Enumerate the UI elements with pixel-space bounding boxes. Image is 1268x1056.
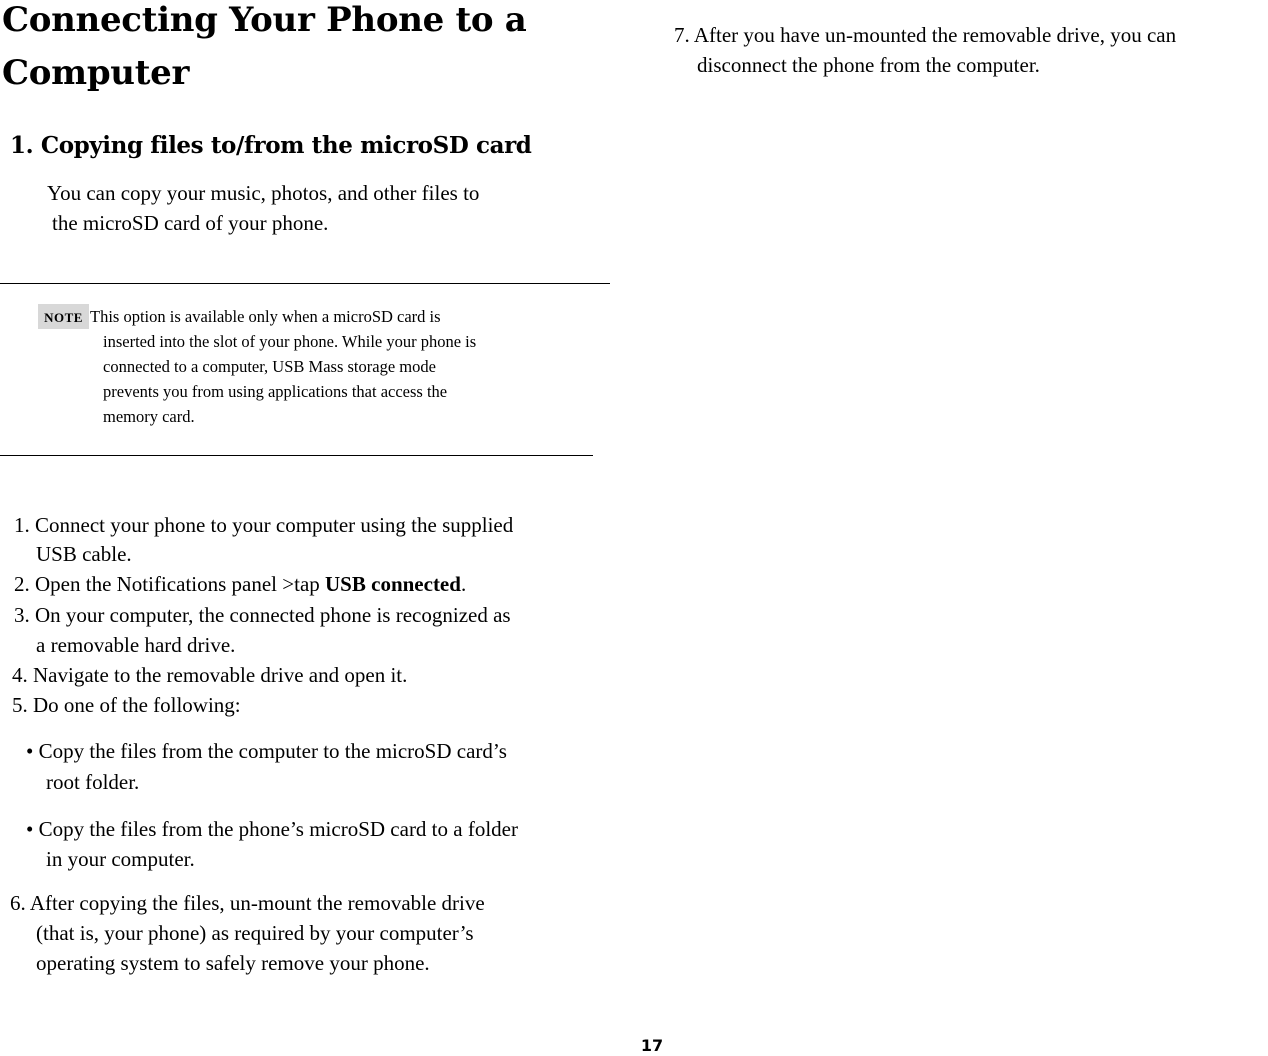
bullet-1-line-2: root folder. <box>46 770 140 794</box>
step-2-prefix: 2. Open the Notifications panel >tap <box>14 572 326 596</box>
note-line-5: memory card. <box>103 407 195 426</box>
step-7-line-2: disconnect the phone from the computer. <box>697 53 1040 77</box>
step-1-line-2: USB cable. <box>36 542 132 566</box>
step-7-line-1: 7. After you have un-mounted the removable drive, you can <box>674 23 1177 47</box>
step-4: 4. Navigate to the removable drive and open it. <box>12 663 408 687</box>
note-line-4: prevents you from using applications that access the <box>103 382 448 401</box>
bullet-2-line-1: • Copy the files from the phone’s microSD card to a folder <box>26 817 518 841</box>
note-line-2: inserted into the slot of your phone. While your phone is <box>103 332 477 351</box>
page-title-line-1: Connecting Your Phone to a <box>2 0 527 40</box>
bullet-1-line-1: • Copy the files from the computer to the microSD card’s <box>26 739 507 763</box>
bullet-2-line-2: in your computer. <box>46 847 195 871</box>
step-5: 5. Do one of the following: <box>12 693 241 717</box>
step-2 <box>14 569 466 599</box>
note-badge: NOTE <box>38 304 89 329</box>
section-heading: 1. Copying files to/from the microSD card <box>10 132 532 159</box>
intro-line-2: the microSD card of your phone. <box>52 211 329 235</box>
step-6-line-1: 6. After copying the files, un-mount the removable drive <box>10 891 485 915</box>
note-line-3: connected to a computer, USB Mass storage mode <box>103 357 436 376</box>
note-line-1: This option is available only when a microSD card is <box>90 307 441 326</box>
step-2-bold: USB connected <box>325 572 461 596</box>
step-1-line-1: 1. Connect your phone to your computer using the supplied <box>14 513 514 537</box>
intro-line-1: You can copy your music, photos, and other files to <box>47 181 480 205</box>
step-2-suffix: . <box>460 572 467 596</box>
page-number: 17 <box>640 1036 664 1055</box>
step-3-line-2: a removable hard drive. <box>36 633 236 657</box>
step-6-line-3: operating system to safely remove your phone. <box>36 951 430 975</box>
note-bottom-divider <box>0 455 593 456</box>
note-top-divider <box>0 283 610 284</box>
page-title-line-2: Computer <box>2 53 190 93</box>
step-6-line-2: (that is, your phone) as required by your computer’s <box>36 921 474 945</box>
step-3-line-1: 3. On your computer, the connected phone is recognized as <box>14 603 511 627</box>
